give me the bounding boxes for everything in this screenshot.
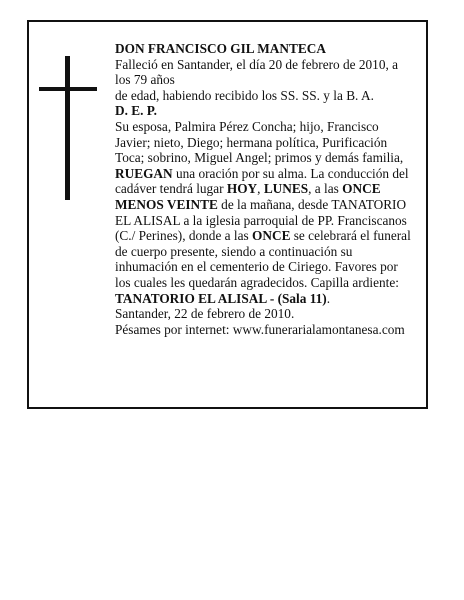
chapel-period: .	[326, 290, 331, 306]
menos-veinte-label: MENOS VEINTE	[115, 196, 218, 212]
a-las-text: , a las	[308, 181, 343, 197]
death-announcement-line-1: Falleció en Santander, el día 20 de febrero de 2010, a	[115, 56, 399, 72]
cuerpo-presente-line: de cuerpo presente, siendo a continuación su	[115, 243, 353, 259]
ruegan-label: RUEGAN	[115, 165, 173, 181]
prayer-text: una oración por su alma. La conducción del	[172, 165, 409, 181]
cross-vertical-bar	[65, 56, 70, 200]
hoy-label: HOY	[226, 181, 258, 197]
condolences-line: Pésames por internet: www.funerarialamontanesa.com	[115, 321, 405, 337]
cross-icon	[39, 56, 97, 200]
chapel-intro-line: los cuales les quedarán agradecidos. Capilla ardiente:	[115, 274, 399, 290]
procession-origin-line	[115, 197, 421, 213]
notice-body	[115, 41, 421, 337]
procession-time-line	[115, 181, 421, 197]
once-funeral-label: ONCE	[252, 228, 291, 244]
chapel-name: TANATORIO EL ALISAL - (Sala 11)	[115, 290, 327, 306]
once-label: ONCE	[342, 181, 381, 197]
obituary-notice	[27, 20, 428, 409]
deceased-name: DON FRANCISCO GIL MANTECA	[115, 41, 326, 56]
prayer-request-line	[115, 166, 421, 182]
cross-horizontal-bar	[39, 87, 97, 91]
cadaver-text: cadáver tendrá lugar	[115, 181, 227, 197]
manana-text: de la mañana, desde TANATORIO	[217, 196, 407, 212]
family-line-1: Su esposa, Palmira Pérez Concha; hijo, Francisco	[115, 118, 379, 134]
date-line: Santander, 22 de febrero de 2010.	[115, 306, 295, 322]
chapel-name-line	[115, 291, 421, 307]
perines-text: (C./ Perines), donde a las	[115, 228, 253, 244]
funeral-time-line	[115, 228, 421, 244]
burial-line: inhumación en el cementerio de Ciriego. Favores por	[115, 259, 398, 275]
comma-text: ,	[257, 181, 264, 197]
funeral-text: se celebrará el funeral	[290, 228, 411, 244]
family-line-2: Javier; nieto, Diego; hermana política, Purificación	[115, 134, 388, 150]
death-announcement-line-3: de edad, habiendo recibido los SS. SS. y la B. A.	[115, 87, 374, 103]
dep-label: D. E. P.	[115, 103, 157, 119]
family-line-3: Toca; sobrino, Miguel Angel; primos y demás familia,	[115, 150, 404, 166]
death-announcement-line-2: los 79 años	[115, 72, 175, 88]
lunes-label: LUNES	[263, 181, 309, 197]
church-line: EL ALISAL a la iglesia parroquial de PP. Franciscanos	[115, 212, 407, 228]
